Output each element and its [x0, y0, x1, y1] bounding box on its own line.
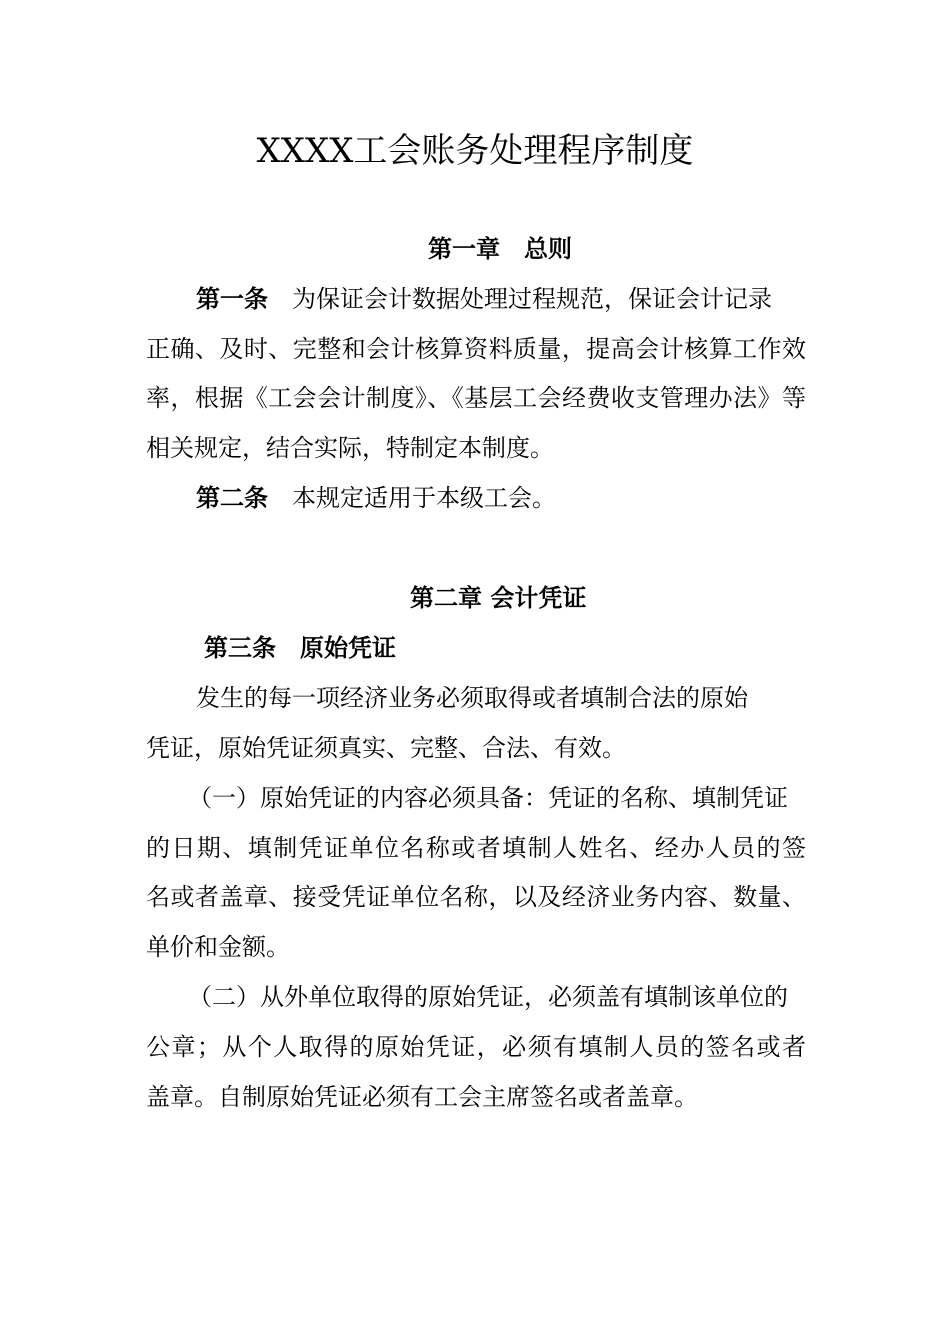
chapter-1-heading: 第一章 总则: [428, 235, 572, 263]
article-1-line-1: [196, 282, 806, 316]
document-title: XXXX工会账务处理程序制度: [256, 131, 694, 171]
article-3-heading: 第三条 原始凭证: [204, 634, 396, 662]
article-1-line-3: 率，根据《工会会计制度》、《基层工会经费收支管理办法》等: [146, 384, 806, 412]
article-3-item1-line-2: 的日期、填制凭证单位名称或者填制人姓名、经办人员的签: [146, 834, 806, 862]
article-3-item1-line-1: （一）原始凭证的内容必须具备：凭证的名称、填制凭证: [188, 784, 788, 812]
article-3-para1-line-1: 发生的每一项经济业务必须取得或者填制合法的原始: [196, 684, 748, 712]
article-1-label: 第一条: [196, 285, 268, 313]
article-3-item2-line-1: （二）从外单位取得的原始凭证，必须盖有填制该单位的: [188, 983, 788, 1011]
article-3-item1-line-3: 名或者盖章、接受凭证单位名称，以及经济业务内容、数量、: [146, 883, 806, 911]
article-1-line-2: 正确、及时、完整和会计核算资料质量，提高会计核算工作效: [146, 335, 806, 363]
article-2-label: 第二条: [196, 484, 268, 512]
article-1-text-1: 为保证会计数据处理过程规范，保证会计记录: [292, 285, 772, 313]
article-2-text: 本规定适用于本级工会。: [292, 484, 556, 512]
article-3-para1-line-2: 凭证，原始凭证须真实、完整、合法、有效。: [146, 734, 626, 762]
article-3-item1-line-4: 单价和金额。: [146, 933, 290, 961]
article-1-line-4: 相关规定，结合实际，特制定本制度。: [146, 434, 554, 462]
chapter-2-heading: 第二章 会计凭证: [410, 584, 587, 612]
article-3-item2-line-2: 公章；从个人取得的原始凭证，必须有填制人员的签名或者: [146, 1033, 806, 1061]
article-3-item2-line-3: 盖章。自制原始凭证必须有工会主席签名或者盖章。: [146, 1083, 698, 1111]
article-2-line: [196, 481, 806, 515]
